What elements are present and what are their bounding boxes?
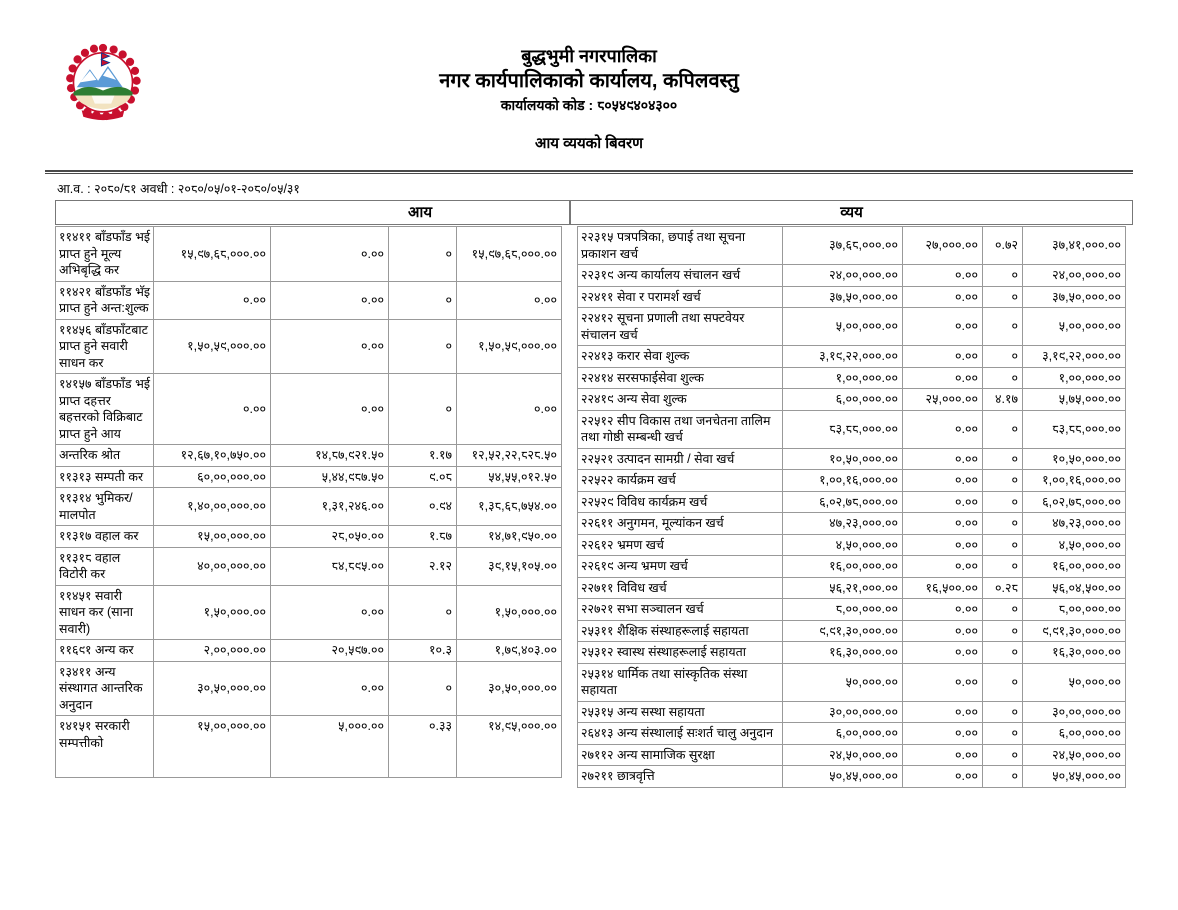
- income-row-value: ०.००: [271, 585, 389, 640]
- expense-row-value: १६,३०,०००.००: [783, 642, 903, 664]
- income-row-value: १५,००,०००.००: [154, 526, 271, 548]
- expense-row-desc: २२४१३ करार सेवा शुल्क: [578, 346, 783, 368]
- expense-row-value: ४७,२३,०००.००: [1023, 513, 1126, 535]
- income-row-value: १.८७: [389, 526, 457, 548]
- income-row-value: १,५०,०००.००: [457, 585, 562, 640]
- expense-row-value: ०.००: [903, 599, 983, 621]
- table-row: [578, 642, 1126, 664]
- income-row-value: ०.००: [271, 319, 389, 374]
- income-row-value: १,५०,५९,०००.००: [457, 319, 562, 374]
- expense-row-value: ०: [983, 308, 1023, 346]
- income-header: आय: [55, 200, 570, 225]
- table-row: [578, 227, 1126, 265]
- expense-section: [570, 200, 1133, 788]
- expense-row-desc: २२३१५ पत्रपत्रिका, छपाई तथा सूचना प्रकाशन खर्च: [578, 227, 783, 265]
- table-row: [578, 663, 1126, 701]
- income-row-value: ५,४४,९८७.५०: [271, 466, 389, 488]
- expense-row-value: ६,००,०००.००: [783, 389, 903, 411]
- expense-row-value: ०.००: [903, 620, 983, 642]
- income-row-value: ०.९४: [389, 488, 457, 526]
- expense-row-value: ५०,०००.००: [1023, 663, 1126, 701]
- expense-row-value: ८,००,०००.००: [783, 599, 903, 621]
- income-row-value: १४,७१,९५०.००: [457, 526, 562, 548]
- expense-row-value: ०: [983, 701, 1023, 723]
- income-row-value: १,३८,६८,७५४.००: [457, 488, 562, 526]
- expense-row-value: ०: [983, 556, 1023, 578]
- table-row: [578, 556, 1126, 578]
- letterhead: [0, 44, 1178, 115]
- expense-row-value: ०.००: [903, 367, 983, 389]
- expense-row-value: १६,३०,०००.००: [1023, 642, 1126, 664]
- income-row-value: ०: [389, 319, 457, 374]
- table-row: [578, 620, 1126, 642]
- income-row-value: २.१२: [389, 547, 457, 585]
- expense-row-value: ०.००: [903, 308, 983, 346]
- income-row-desc: ११३१७ वहाल कर: [56, 526, 154, 548]
- income-row-value: १५,९७,६८,०००.००: [457, 227, 562, 282]
- income-row-desc: १४१५७ बाँडफाँड भई प्राप्त दहत्तर बहत्तरको विक्रिबाट प्राप्त हुने आय: [56, 374, 154, 445]
- table-row: [56, 319, 562, 374]
- expense-row-value: २४,००,०००.००: [1023, 265, 1126, 287]
- income-row-value: १४,९५,०००.००: [457, 716, 562, 778]
- expense-row-value: ६,०२,७८,०००.००: [1023, 491, 1126, 513]
- expense-row-value: ५,७५,०००.००: [1023, 389, 1126, 411]
- expense-row-value: ०.७२: [983, 227, 1023, 265]
- expense-row-value: १६,००,०००.००: [1023, 556, 1126, 578]
- income-row-desc: ११३१८ वहाल विटोरी कर: [56, 547, 154, 585]
- expense-row-desc: २५३११ शैक्षिक संस्थाहरूलाई सहायता: [578, 620, 783, 642]
- table-row: [578, 744, 1126, 766]
- expense-row-value: ०: [983, 265, 1023, 287]
- fiscal-period: आ.व. : २०८०/८१ अवधी : २०८०/०५/०१-२०८०/०५/३१: [57, 182, 300, 196]
- table-row: [56, 281, 562, 319]
- expense-row-desc: २२४१२ सूचना प्रणाली तथा सफ्टवेयर संचालन खर्च: [578, 308, 783, 346]
- table-row: [56, 661, 562, 716]
- expense-row-desc: २२६१२ भ्रमण खर्च: [578, 534, 783, 556]
- expense-header: व्यय: [570, 200, 1133, 225]
- table-row: [56, 374, 562, 445]
- income-row-value: ६०,००,०००.००: [154, 466, 271, 488]
- expense-row-value: २४,५०,०००.००: [1023, 744, 1126, 766]
- income-row-value: १,३१,२४६.००: [271, 488, 389, 526]
- expense-row-value: ०.००: [903, 534, 983, 556]
- expense-row-value: ०.००: [903, 346, 983, 368]
- income-row-desc: ११४५६ बाँडफाँटबाट प्राप्त हुने सवारी साधन कर: [56, 319, 154, 374]
- table-row: [578, 367, 1126, 389]
- expense-row-value: ०.००: [903, 410, 983, 448]
- income-row-value: ०.३३: [389, 716, 457, 778]
- expense-row-value: ०.००: [903, 513, 983, 535]
- expense-row-value: ०.००: [903, 663, 983, 701]
- expense-row-value: ०.००: [903, 766, 983, 788]
- expense-row-value: ०.००: [903, 286, 983, 308]
- expense-row-value: ०.००: [903, 491, 983, 513]
- income-table: [55, 226, 562, 778]
- expense-row-desc: २२६११ अनुगमन, मूल्यांकन खर्च: [578, 513, 783, 535]
- income-row-value: ०.००: [154, 374, 271, 445]
- office-name: नगर कार्यपालिकाको कार्यालय, कपिलवस्तु: [439, 70, 739, 92]
- table-row: [56, 547, 562, 585]
- expense-row-value: ३,१९,२२,०००.००: [1023, 346, 1126, 368]
- income-row-value: ०: [389, 661, 457, 716]
- expense-row-value: ५,००,०००.००: [1023, 308, 1126, 346]
- income-row-value: ०.००: [271, 374, 389, 445]
- table-row: [56, 640, 562, 662]
- expense-row-value: ३०,००,०००.००: [783, 701, 903, 723]
- expense-row-value: ०: [983, 470, 1023, 492]
- income-row-value: ३०,५०,०००.००: [457, 661, 562, 716]
- report-title: आय व्ययको बिवरण: [534, 135, 644, 152]
- expense-row-value: ०: [983, 642, 1023, 664]
- income-row-value: १,५०,०००.००: [154, 585, 271, 640]
- expense-row-desc: २२४१४ सरसफाईसेवा शुल्क: [578, 367, 783, 389]
- expense-row-value: ०: [983, 663, 1023, 701]
- income-row-value: ४०,००,०००.००: [154, 547, 271, 585]
- income-row-value: १४,८७,९२१.५०: [271, 445, 389, 467]
- expense-row-value: ५०,४५,०००.००: [783, 766, 903, 788]
- income-row-value: ५,०००.००: [271, 716, 389, 778]
- table-row: [56, 716, 562, 778]
- expense-row-value: ३०,००,०००.००: [1023, 701, 1126, 723]
- income-row-desc: ११४५१ सवारी साधन कर (साना सवारी): [56, 585, 154, 640]
- expense-row-value: ३७,५०,०००.००: [783, 286, 903, 308]
- expense-row-value: २४,००,०००.००: [783, 265, 903, 287]
- expense-row-value: ९,९१,३०,०००.००: [1023, 620, 1126, 642]
- expense-row-value: ०: [983, 491, 1023, 513]
- table-row: [578, 723, 1126, 745]
- expense-row-value: ०.२८: [983, 577, 1023, 599]
- expense-row-value: ०.००: [903, 744, 983, 766]
- expense-row-value: ४,५०,०००.००: [1023, 534, 1126, 556]
- table-row: [578, 513, 1126, 535]
- expense-row-value: ४,५०,०००.००: [783, 534, 903, 556]
- expense-row-value: ३७,५०,०००.००: [1023, 286, 1126, 308]
- income-row-value: १.१७: [389, 445, 457, 467]
- income-expense-tables: [55, 200, 1133, 788]
- expense-row-value: ०.००: [903, 470, 983, 492]
- expense-row-value: १६,५००.००: [903, 577, 983, 599]
- expense-row-desc: २७११२ अन्य सामाजिक सुरक्षा: [578, 744, 783, 766]
- income-row-value: १२,६७,१०,७५०.००: [154, 445, 271, 467]
- income-row-value: ३९,१५,१०५.००: [457, 547, 562, 585]
- expense-row-value: १,००,०००.००: [1023, 367, 1126, 389]
- expense-row-value: ६,००,०००.००: [783, 723, 903, 745]
- expense-row-value: ३७,४१,०००.००: [1023, 227, 1126, 265]
- income-row-value: २०,५९७.००: [271, 640, 389, 662]
- table-row: [56, 445, 562, 467]
- income-row-value: १,५०,५९,०००.००: [154, 319, 271, 374]
- expense-row-value: ०: [983, 286, 1023, 308]
- expense-row-value: ०: [983, 766, 1023, 788]
- expense-row-desc: २२५२९ विविध कार्यक्रम खर्च: [578, 491, 783, 513]
- table-row: [56, 585, 562, 640]
- expense-row-value: ५०,४५,०००.००: [1023, 766, 1126, 788]
- expense-row-value: ०.००: [903, 265, 983, 287]
- expense-row-value: ४७,२३,०००.००: [783, 513, 903, 535]
- expense-row-value: २७,०००.००: [903, 227, 983, 265]
- income-row-value: १,७९,४०३.००: [457, 640, 562, 662]
- table-row: [578, 701, 1126, 723]
- income-row-desc: ११६९१ अन्य कर: [56, 640, 154, 662]
- income-row-value: ९.०८: [389, 466, 457, 488]
- income-row-value: ५४,५५,०१२.५०: [457, 466, 562, 488]
- income-row-desc: १३४११ अन्य संस्थागत आन्तरिक अनुदान: [56, 661, 154, 716]
- income-row-value: ०.००: [271, 281, 389, 319]
- expense-row-value: ०.००: [903, 723, 983, 745]
- table-row: [578, 470, 1126, 492]
- table-row: [578, 265, 1126, 287]
- expense-row-value: ०: [983, 723, 1023, 745]
- table-row: [578, 389, 1126, 411]
- table-row: [578, 448, 1126, 470]
- income-row-value: १,४०,००,०००.००: [154, 488, 271, 526]
- expense-row-value: १,००,०००.००: [783, 367, 903, 389]
- expense-row-value: ५०,०००.००: [783, 663, 903, 701]
- income-section: [55, 200, 570, 778]
- income-row-value: २८,०५०.००: [271, 526, 389, 548]
- income-row-value: ०: [389, 227, 457, 282]
- expense-row-value: १०,५०,०००.००: [1023, 448, 1126, 470]
- expense-row-value: ०: [983, 744, 1023, 766]
- expense-row-value: २५,०००.००: [903, 389, 983, 411]
- income-row-value: २,००,०००.००: [154, 640, 271, 662]
- expense-row-value: ५,००,०००.००: [783, 308, 903, 346]
- expense-row-value: १६,००,०००.००: [783, 556, 903, 578]
- expense-row-desc: २२५२२ कार्यक्रम खर्च: [578, 470, 783, 492]
- income-row-desc: ११३१४ भुमिकर/मालपोत: [56, 488, 154, 526]
- expense-row-value: २४,५०,०००.००: [783, 744, 903, 766]
- expense-row-desc: २६४१३ अन्य संस्थालाई सःशर्त चालु अनुदान: [578, 723, 783, 745]
- expense-row-desc: २५३१५ अन्य सस्था सहायता: [578, 701, 783, 723]
- income-row-value: ०: [389, 281, 457, 319]
- income-row-value: ०.००: [154, 281, 271, 319]
- table-row: [578, 286, 1126, 308]
- income-row-value: ०: [389, 585, 457, 640]
- table-row: [578, 410, 1126, 448]
- expense-row-value: ८,००,०००.००: [1023, 599, 1126, 621]
- expense-row-value: ०: [983, 346, 1023, 368]
- expense-row-desc: २५३१२ स्वास्थ संस्थाहरूलाई सहायता: [578, 642, 783, 664]
- expense-row-desc: २२३१९ अन्य कार्यालय संचालन खर्च: [578, 265, 783, 287]
- table-row: [578, 534, 1126, 556]
- divider-rule: [45, 170, 1133, 174]
- expense-row-desc: २२५२१ उत्पादन सामग्री / सेवा खर्च: [578, 448, 783, 470]
- income-row-value: ८४,८९५.००: [271, 547, 389, 585]
- expense-row-value: ८३,८८,०००.००: [783, 410, 903, 448]
- expense-row-value: ०.००: [903, 556, 983, 578]
- table-row: [56, 526, 562, 548]
- income-row-value: ०: [389, 374, 457, 445]
- income-row-desc: ११३१३ सम्पती कर: [56, 466, 154, 488]
- expense-row-value: ०: [983, 599, 1023, 621]
- expense-row-value: ०.००: [903, 701, 983, 723]
- expense-row-value: ३,१९,२२,०००.००: [783, 346, 903, 368]
- expense-row-value: ०.००: [903, 448, 983, 470]
- org-name: बुद्धभुमी नगरपालिका: [521, 46, 657, 66]
- table-row: [578, 308, 1126, 346]
- table-row: [56, 227, 562, 282]
- expense-row-value: ०: [983, 367, 1023, 389]
- income-row-value: १२,५२,२२,८२८.५०: [457, 445, 562, 467]
- office-code: कार्यालयको कोड : ८०५४९४०४३००: [500, 97, 678, 113]
- table-row: [578, 577, 1126, 599]
- income-row-desc: ११४२१ बाँडफाँड भॅइ प्राप्त हुने अन्त:शुल्क: [56, 281, 154, 319]
- income-row-value: ०.००: [271, 227, 389, 282]
- expense-row-value: ०: [983, 513, 1023, 535]
- expense-row-value: ०: [983, 410, 1023, 448]
- expense-row-value: ०: [983, 534, 1023, 556]
- expense-row-value: ०.००: [903, 642, 983, 664]
- income-row-value: ०.००: [457, 281, 562, 319]
- expense-row-value: १,००,१६,०००.००: [1023, 470, 1126, 492]
- expense-row-desc: २५३१४ धार्मिक तथा सांस्कृतिक संस्था सहायता: [578, 663, 783, 701]
- expense-row-value: ४.१७: [983, 389, 1023, 411]
- table-row: [578, 346, 1126, 368]
- expense-row-value: ६,००,०००.००: [1023, 723, 1126, 745]
- income-row-value: १५,००,०००.००: [154, 716, 271, 778]
- income-row-desc: अन्तरिक श्रोत: [56, 445, 154, 467]
- table-row: [578, 766, 1126, 788]
- expense-row-value: ३७,६८,०००.००: [783, 227, 903, 265]
- income-row-value: १५,९७,६८,०००.००: [154, 227, 271, 282]
- expense-row-value: १,००,१६,०००.००: [783, 470, 903, 492]
- expense-row-value: ५६,२१,०००.००: [783, 577, 903, 599]
- expense-table: [577, 226, 1126, 788]
- table-row: [578, 491, 1126, 513]
- table-row: [56, 488, 562, 526]
- income-row-value: १०.३: [389, 640, 457, 662]
- expense-row-desc: २२४११ सेवा र परामर्श खर्च: [578, 286, 783, 308]
- income-row-desc: १४१५१ सरकारी सम्पत्तीको: [56, 716, 154, 778]
- expense-row-desc: २२४१९ अन्य सेवा शुल्क: [578, 389, 783, 411]
- expense-row-desc: २२६१९ अन्य भ्रमण खर्च: [578, 556, 783, 578]
- expense-row-value: ०: [983, 620, 1023, 642]
- income-row-value: ०.००: [271, 661, 389, 716]
- expense-row-value: १०,५०,०००.००: [783, 448, 903, 470]
- expense-row-value: ०: [983, 448, 1023, 470]
- table-row: [56, 466, 562, 488]
- income-row-value: ०.००: [457, 374, 562, 445]
- expense-row-value: ९,९१,३०,०००.००: [783, 620, 903, 642]
- income-row-desc: ११४११ बाँडफाँड भई प्राप्त हुने मूल्य अभिबृद्धि कर: [56, 227, 154, 282]
- income-row-value: ३०,५०,०००.००: [154, 661, 271, 716]
- expense-row-value: ८३,८८,०००.००: [1023, 410, 1126, 448]
- expense-row-desc: २७२११ छात्रवृत्ति: [578, 766, 783, 788]
- expense-row-desc: २२५१२ सीप विकास तथा जनचेतना तालिम तथा गोष्ठी सम्बन्धी खर्च: [578, 410, 783, 448]
- expense-row-desc: २२७११ विविध खर्च: [578, 577, 783, 599]
- table-row: [578, 599, 1126, 621]
- expense-row-value: ६,०२,७८,०००.००: [783, 491, 903, 513]
- expense-row-value: ५६,०४,५००.००: [1023, 577, 1126, 599]
- expense-row-desc: २२७२१ सभा सञ्चालन खर्च: [578, 599, 783, 621]
